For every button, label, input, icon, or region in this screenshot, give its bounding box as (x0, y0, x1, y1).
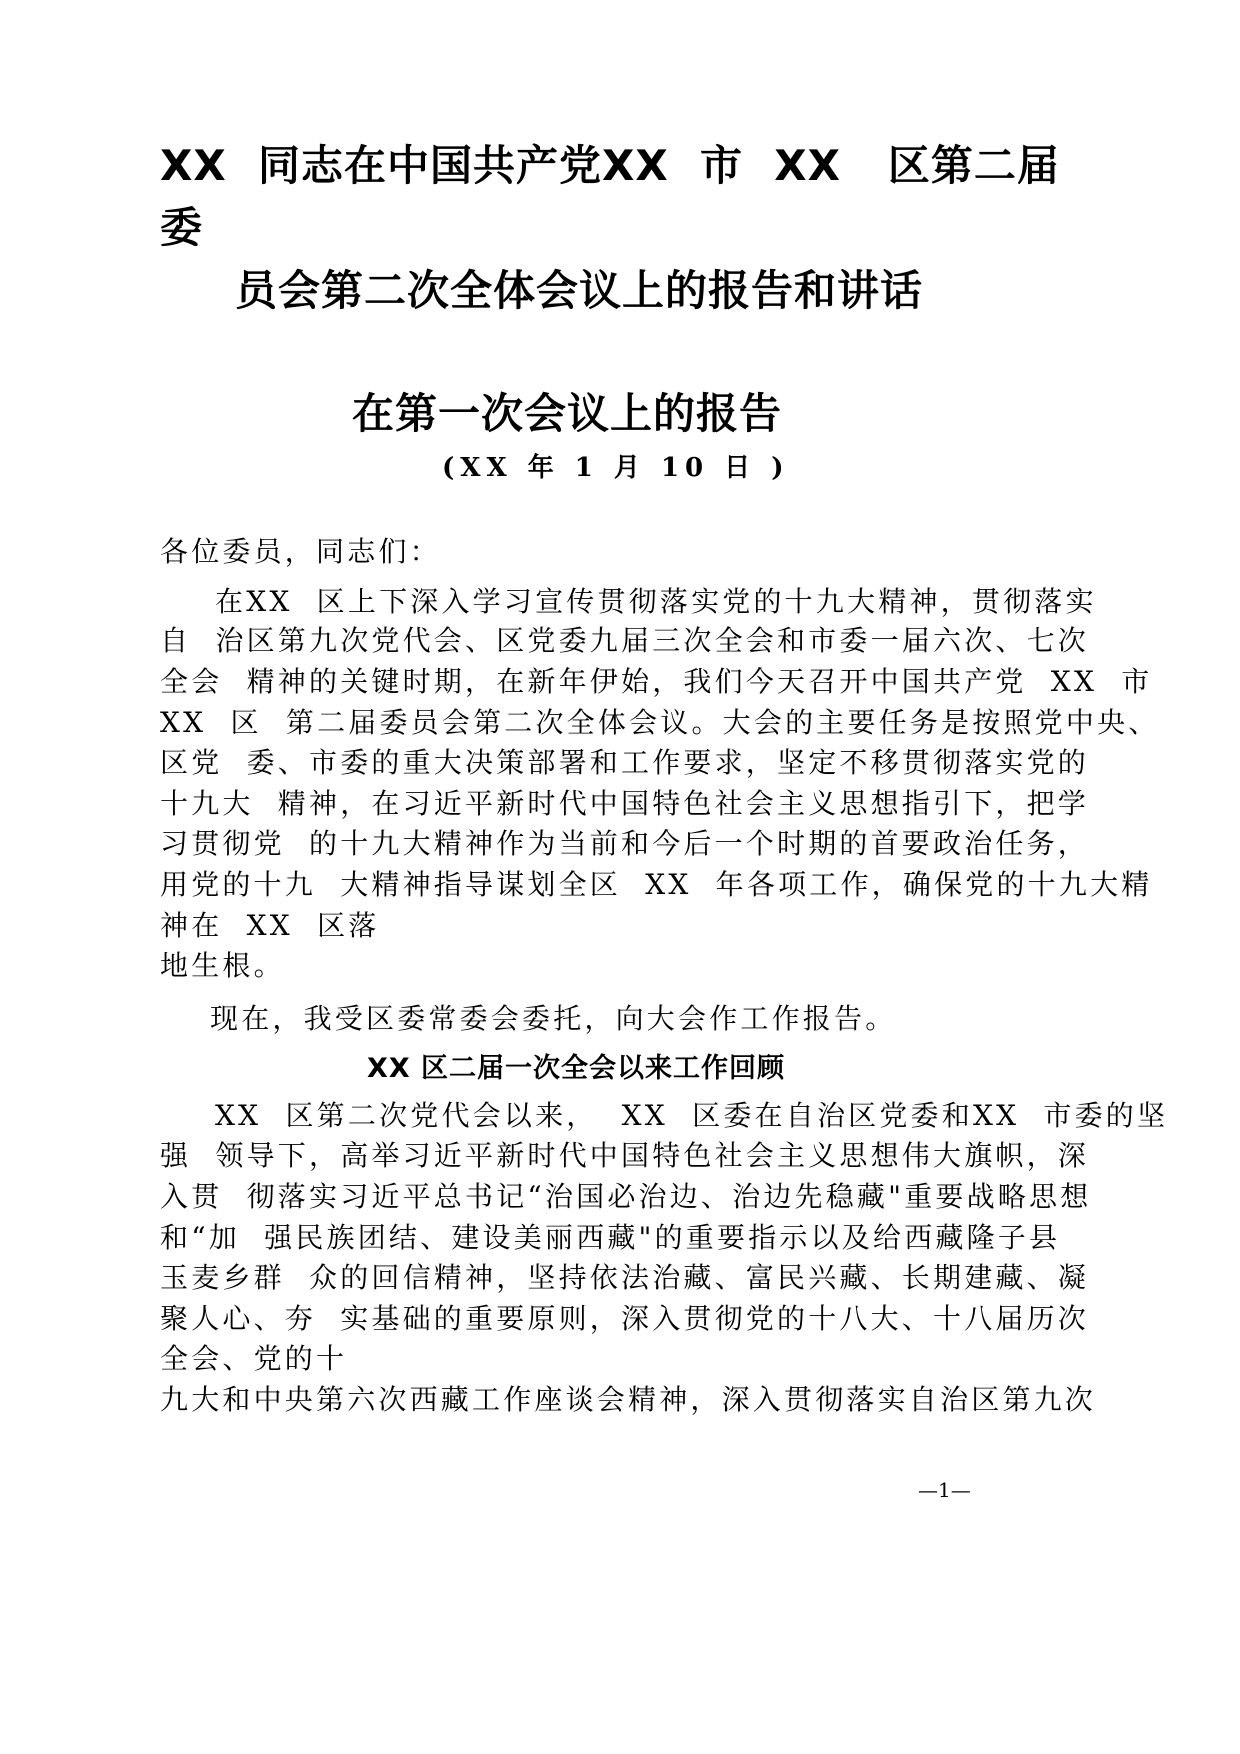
paragraph-1-line: 神在 XX 区落 (160, 909, 380, 942)
paragraph-3-line: 聚人心、夯 实基础的重要原则，深入贯彻党的十八大、十八届历次 (160, 1302, 1090, 1335)
paragraph-1-line: 习贯彻党 的十九大精神作为当前和今后一个时期的首要政治任务， (160, 827, 1090, 860)
paragraph-3-line: 玉麦乡群 众的回信精神，坚持依法治藏、富民兴藏、长期建藏、凝 (160, 1261, 1090, 1294)
paragraph-1-line: 地生根。 (160, 949, 285, 982)
report-date: (XX 年 1 月 10 日 ) (442, 453, 790, 483)
paragraph-1-line: 自 治区第九次党代会、区党委九届三次全会和市委一届六次、七次 (160, 624, 1090, 657)
section-heading: XX 区二届一次全会以来工作回顾 (367, 1053, 786, 1084)
paragraph-1-line: 区党 委、市委的重大决策部署和工作要求，坚定不移贯彻落实党的 (160, 746, 1090, 779)
paragraph-3-line: 全会、党的十 (160, 1342, 348, 1375)
paragraph-3-line: 入贯 彻落实习近平总书记“治国必治边、治边先稳藏"重要战略思想 (160, 1180, 1092, 1213)
paragraph-1-line: 全会 精神的关键时期，在新年伊始，我们今天召开中国共产党 XX 市 (160, 665, 1153, 698)
document-title-line-2: 委 (160, 203, 204, 252)
page-number: —1— (918, 1478, 971, 1502)
paragraph-3-line: 九大和中央第六次西藏工作座谈会精神，深入贯彻落实自治区第九次 (160, 1383, 1097, 1416)
document-title-line-3: 员会第二次全体会议上的报告和讲话 (235, 266, 924, 315)
paragraph-3-line: XX 区第二次党代会以来， XX 区委在自治区党委和XX 市委的坚 (215, 1099, 1169, 1132)
report-subtitle: 在第一次会议上的报告 (352, 389, 783, 438)
paragraph-2: 现在，我受区委常委会委托，向大会作工作报告。 (210, 1002, 897, 1035)
paragraph-1-line: XX 区 第二届委员会第二次全体会议。大会的主要任务是按照党中央、 (160, 706, 1160, 739)
paragraph-1-line: 十九大 精神，在习近平新时代中国特色社会主义思想指引下，把学 (160, 787, 1090, 820)
paragraph-1-line: 用党的十九 大精神指导谋划全区 XX 年各项工作，确保党的十九大精 (160, 868, 1153, 901)
document-title-line-1: XX 同志在中国共产党XX 市 XX 区第二届 (160, 141, 1060, 190)
salutation: 各位委员，同志们： (160, 535, 441, 568)
paragraph-1-line: 在XX 区上下深入学习宣传贯彻落实党的十九大精神，贯彻落实 (215, 585, 1097, 618)
paragraph-3-line: 强 领导下，高举习近平新时代中国特色社会主义思想伟大旗帜，深 (160, 1139, 1090, 1172)
paragraph-3-line: 和“加 强民族团结、建设美丽西藏"的重要指示以及给西藏隆子县 (160, 1221, 1061, 1254)
